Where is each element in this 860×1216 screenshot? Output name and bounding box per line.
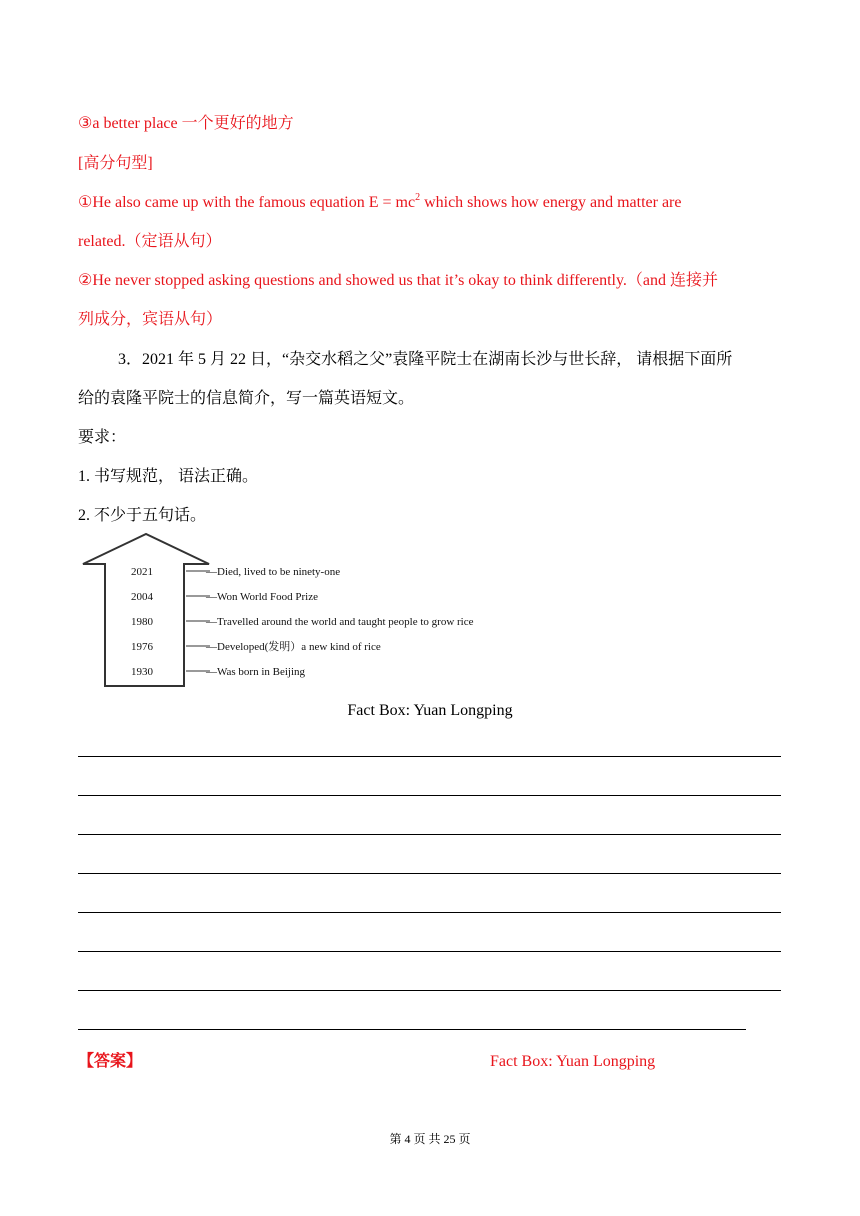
sentence-1-superscript: 2 (415, 192, 421, 203)
sentence-2-line-1: ②He never stopped asking questions and showed us that it’s okay to think differently.（and 连接并 (78, 272, 719, 289)
timeline-year: 2021 (131, 566, 153, 578)
timeline-arrow-diagram (80, 532, 520, 690)
writing-line[interactable] (78, 834, 781, 835)
writing-line[interactable] (78, 756, 781, 757)
page-footer: 第 4 页 共 25 页 (389, 1132, 471, 1146)
sentence-1-line-2: related.（定语从句） (78, 233, 222, 250)
answer-title: Fact Box: Yuan Longping (490, 1053, 656, 1070)
timeline-event: —Developed(发明）a new kind of rice (206, 641, 381, 653)
writing-line[interactable] (78, 795, 781, 796)
writing-line[interactable] (78, 873, 781, 874)
writing-line[interactable] (78, 912, 781, 913)
writing-line[interactable] (78, 990, 781, 991)
writing-line[interactable] (78, 951, 781, 952)
fact-box-figure (80, 532, 520, 690)
timeline-year: 1930 (131, 666, 153, 678)
timeline-year: 2004 (131, 591, 153, 603)
sentence-1-text-b: which shows how energy and matter are (420, 194, 682, 211)
answer-label: 【答案】 (78, 1053, 143, 1070)
question-line-2: 给的袁隆平院士的信息简介，写一篇英语短文。 (78, 390, 415, 407)
timeline-event: —Won World Food Prize (206, 591, 318, 603)
timeline-event: —Died, lived to be ninety-one (206, 566, 341, 578)
sentence-1-line-1 (78, 193, 681, 213)
figure-caption: Fact Box: Yuan Longping (347, 702, 513, 719)
phrase-item-3: ③a better place 一个更好的地方 (78, 115, 294, 132)
requirements-label: 要求： (78, 429, 127, 446)
requirement-2: 2. 不少于五句话。 (78, 507, 207, 524)
requirement-1: 1. 书写规范， 语法正确。 (78, 468, 259, 485)
sentence-2-line-2: 列成分，宾语从句） (78, 311, 223, 328)
timeline-year: 1976 (131, 641, 153, 653)
high-score-heading: [高分句型] (78, 155, 153, 172)
question-line-1: 3．2021 年 5 月 22 日，“杂交水稻之父”袁隆平院士在湖南长沙与世长辞， 请根据下面所 (118, 351, 733, 368)
sentence-1-text-a: ①He also came up with the famous equation E = mc (78, 194, 416, 211)
timeline-event: —Travelled around the world and taught people to grow rice (206, 616, 474, 628)
timeline-arrow (83, 534, 209, 686)
writing-line[interactable] (78, 1029, 746, 1030)
timeline-event: —Was born in Beijing (206, 666, 306, 678)
timeline-year: 1980 (131, 616, 153, 628)
